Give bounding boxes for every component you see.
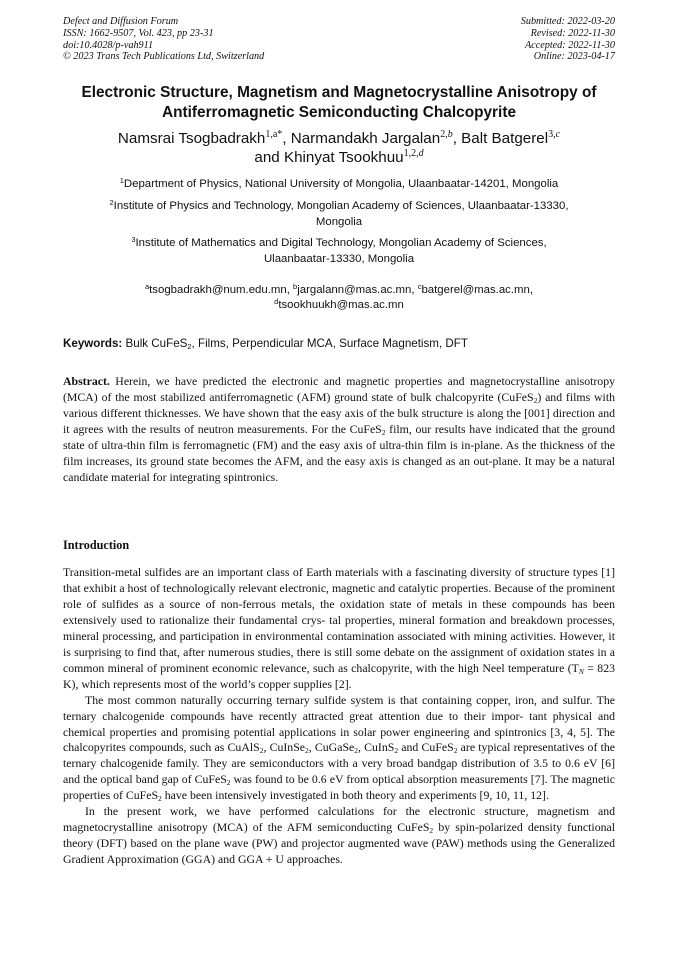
author-conjunction: and [254,149,280,166]
email-link[interactable]: jargalann@mas.ac.mn, [297,284,415,296]
publication-dates [521,16,615,63]
authors-line-2 [40,148,638,167]
email-link[interactable]: tsogbadrakh@num.edu.mn, [149,284,290,296]
journal-issn: ISSN: 1662-9507, Vol. 423, pp 23-31 [63,27,214,39]
paragraph: In the present work, we have performed calculations for the electronic structure, magnetism and magnetocrystalline anisotropy (MCA) of the AFM semiconducting CuFeS$_2$ by spin-polarized density functional theory (DFT) based on the plane wave (PW) and projector augmented wave (PAW) methods using the Generalized Gradient Approximation (GGA) and GGA + U approaches. [63,804,616,867]
introduction-body [63,565,615,868]
authors-line-1: Namsrai Tsogbadrakh$^{1,a*}$, Narmandakh Jargalan$^{2,b}$, Balt Batgerel$^{3,c}$ [117,129,561,147]
affiliation-1: $^1$Department of Physics, National University of Mongolia, Ulaanbaatar-14201, Mongolia [119,176,559,190]
paragraph: The most common naturally occurring ternary sulfide system is that containing copper, iron, and sulfur. The ternary chalcogenide compounds have recently attracted great attention due to their impor- tant physical and chemical properties and promising potential applications in solar power engineering and spintronics [3, 4, 5]. The chalcopyrites compounds, such as CuAlS$_2$, CuInSe$_2$, CuGaSe$_2$, CuInS$_2$ and CuFeS$_2$ are typical representatives of the ternary chalcogenide family. They are semiconductors with a very broad bandgap distribution of 3.5 to 0.6 eV [6] and the optical band gap of CuFeS$_2$ was found to be 0.6 eV from optical absorption measurements [7]. The magnetic properties of CuFeS$_2$ have been intensively investigated in both theory and experiments [9, 10, 11, 12]. [63,692,616,804]
date-submitted: Submitted: 2022-03-20 [520,16,615,27]
email-link[interactable]: batgerel@mas.ac.mn, [421,284,534,296]
author-name: Khinyat Tsookhuu [283,149,404,166]
journal-name: Defect and Diffusion Forum [63,16,179,27]
paper-title [40,83,638,122]
author-affiliation-mark: 1,a* [265,129,283,140]
title-line-2: Antiferromagnetic Semiconducting Chalcopyrite [161,103,517,121]
paragraph: Transition-metal sulfides are an important class of Earth materials with a fascinating diversity of structure types [1] that exhibit a host of technologically relevant electronic, magnetic and catalytic properties. Because of the prominent role of sulfides as a source of non-ferrous metals, the oxidation state of metals in these compounds has been extensively used to rationalize their fundamental crys- tal properties, mineral formation and breakdown processes, mineral processing, and participation in environmental contamination associated with mining activities. However, it is surprising to find that, after numerous studies, there is still some debate on the assignment of oxidation states in a common mineral of prominent economic relevance, such as chalcopyrite, with the high Neel temperature ($T_N = 823$ K), which represents most of the world’s copper supplies [2]. [63,565,616,691]
author-name: Balt Batgerel [461,130,549,147]
keywords: Keywords: Bulk CuFeS$_2$, Films, Perpendicular MCA, Surface Magnetism, DFT [63,337,468,351]
email-link[interactable]: tsookhuukh@mas.ac.mn [278,298,404,311]
author-affiliation-mark: 1,2,d [403,148,424,159]
author-name: Narmandakh Jargalan [290,130,441,147]
journal-copyright: © 2023 Trans Tech Publications Ltd, Switzerland [63,51,265,63]
author-list [40,129,638,167]
date-accepted: Accepted: 2022-11-30 [524,39,615,51]
affiliation-3: $^3$Institute of Mathematics and Digital Technology, Mongolian Academy of Sciences, Ulaanbaatar-13330, Mongolia [131,235,547,265]
date-online: Online: 2023-04-17 [533,51,615,63]
author-affiliation-mark: 3,c [548,129,561,140]
abstract-label: Abstract. [63,374,110,388]
date-revised: Revised: 2022-11-30 [530,27,615,39]
journal-doi[interactable]: doi:10.4028/p-vah911 [63,39,154,51]
author-name: Namsrai Tsogbadrakh [117,130,266,147]
affiliation-2: $^2$Institute of Physics and Technology, Mongolian Academy of Sciences, Ulaanbaatar-13330, Mongolia [109,198,569,228]
author-affiliation-mark: 2,b [440,129,453,140]
title-line-1: Electronic Structure, Magnetism and Magnetocrystalline Anisotropy of [81,84,597,101]
keywords-label: Keywords: [63,337,123,350]
abstract: Abstract. Herein, we have predicted the electronic and magnetic properties and magnetocrystalline anisotropy (MCA) of the most stabilized antiferromagnetic (AFM) ground state of bulk chalcopyrite (CuFeS$_2$) and films with various different thicknesses. We have shown that the easy axis of the bulk structure is along the [001] direction and it agrees with the results of neutron measurements. For the CuFeS$_2$ film, our results have indicated that the ground state of ultra-thin film is ferromagnetic (FM) and the easy axis of ultra-thin film is in-plane. As the thickness of the film increases, its ground state becomes the AFM, and the easy axis is changed as an out-plane. It may be a natural candidate material for integrating spintronics. [63,374,615,484]
journal-info [63,16,264,63]
section-heading-introduction: Introduction [63,538,130,552]
author-emails: $^a$tsogbadrakh@num.edu.mn, $^b$jargalann@mas.ac.mn, $^c$batgerel@mas.ac.mn, $^d$tsookhuukh@mas.ac.mn [144,282,534,311]
